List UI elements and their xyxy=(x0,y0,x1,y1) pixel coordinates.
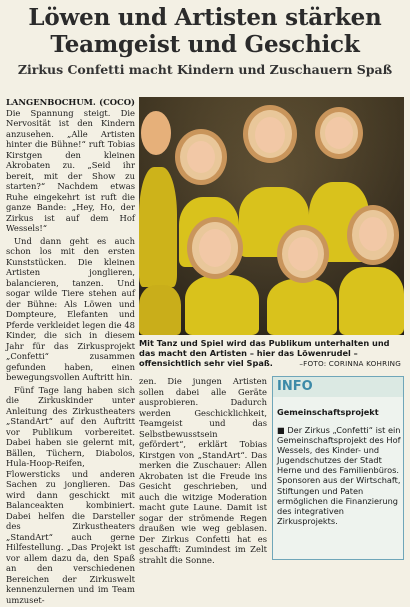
article-paragraph: Fünf Tage lang haben sich die Zirkuskinder unter Anleitung des Zirkustheaters „StandArt“ auf den Auftritt vor Publikum vorbereitet. Dabei haben sie gelernt mit, Bällen, Tüchern, Diabolos, Hula-Hoop-Reifen, Flowersticks und anderen Sachen zu jonglieren. Das wird dann geschickt mit Balanceakten kombiniert. Dabei helfen die Darsteller des Zirkustheaters „StandArt“ auch gerne Hilfestellung. „Das Projekt ist vor allem dazu da, den Spaß an den verschiedenen Bereichen der Zirkuswelt kennenzulernen und im Team umzuset- xyxy=(6,384,135,605)
photo-caption: Mit Tanz und Spiel wird das Publikum unterhalten und das macht den Artisten – hier das Löwenrudel – offensichtlich sehr viel Spaß. xyxy=(139,338,390,368)
lead-text: Die Spannung steigt. Die Nervosität ist den Kindern anzusehen. „Alle Artisten hinter die Bühne!“ ruft Tobias Kirstgen den kleinen Akrobaten zu. „Seid ihr bereit, mit der Show zu starten?“ Nachdem etwas Ruhe eingekehrt ist ruft die ganze Bande: „Hey, Ho, der Zirkus ist auf dem Hof Wessels!“ xyxy=(6,107,135,233)
subheadline: Zirkus Confetti macht Kindern und Zuschauern Spaß xyxy=(17,62,393,77)
lion-troupe-photo xyxy=(139,97,404,335)
dateline: LANGENBOCHUM. (COCO) xyxy=(6,97,135,107)
info-box xyxy=(272,376,404,560)
article-paragraph: zen. Die jungen Artisten sollen dabei alle Geräte ausprobieren. Dadurch werden Geschicklichkeit, Teamgeist und das Selbstbewusstsein gefördert“, erklärt Tobias Kirstgen von „StandArt“. Das merken die Zuschauer: Allen Akrobaten ist die Freude ins Gesicht geschrieben, und auch die witzige Moderation macht gute Laune. Damit ist sogar der strömende Regen draußen wie weg geblasen. Der Zirkus Confetti hat es geschafft: Zumindest im Zelt strahlt die Sonne. xyxy=(139,376,267,565)
info-text xyxy=(277,425,401,526)
info-heading: INFO xyxy=(273,377,403,397)
article-column-2 xyxy=(139,376,267,567)
photo-credit: –FOTO: CORINNA KOHRING xyxy=(299,359,401,368)
info-body-text: Der Zirkus „Confetti“ ist ein Gemeinschaftsprojekt des Hof Wessels, des Kinder- und Jugendschutzes der Stadt Herne und des Familienbüros. Sponsoren aus der Wirtschaft, Stiftungen und Paten ermöglichen die Finanzierung des integrativen Zirkusprojekts. xyxy=(277,425,401,526)
article-paragraph xyxy=(6,97,135,234)
article-column-1 xyxy=(6,97,135,607)
article-paragraph: Und dann geht es auch schon los mit den ersten Kunststücken. Die kleinen Artisten jonglieren, balancieren, tanzen. Und sogar wilde Tiere stehen auf der Bühne: Als Löwen und Dompteure, Elefanten und Pferde verkleidet legen die 48 Kinder, die sich in diesem Jahr für das Zirkusprojekt „Confetti“ zusammen gefunden haben, einen bewegungsvollen Auftritt hin. xyxy=(6,235,135,382)
info-subheading: Gemeinschaftsprojekt xyxy=(277,407,379,417)
bullet-icon: ■ xyxy=(277,425,285,435)
headline: Löwen und Artisten stärken Teamgeist und Geschick xyxy=(28,4,382,58)
